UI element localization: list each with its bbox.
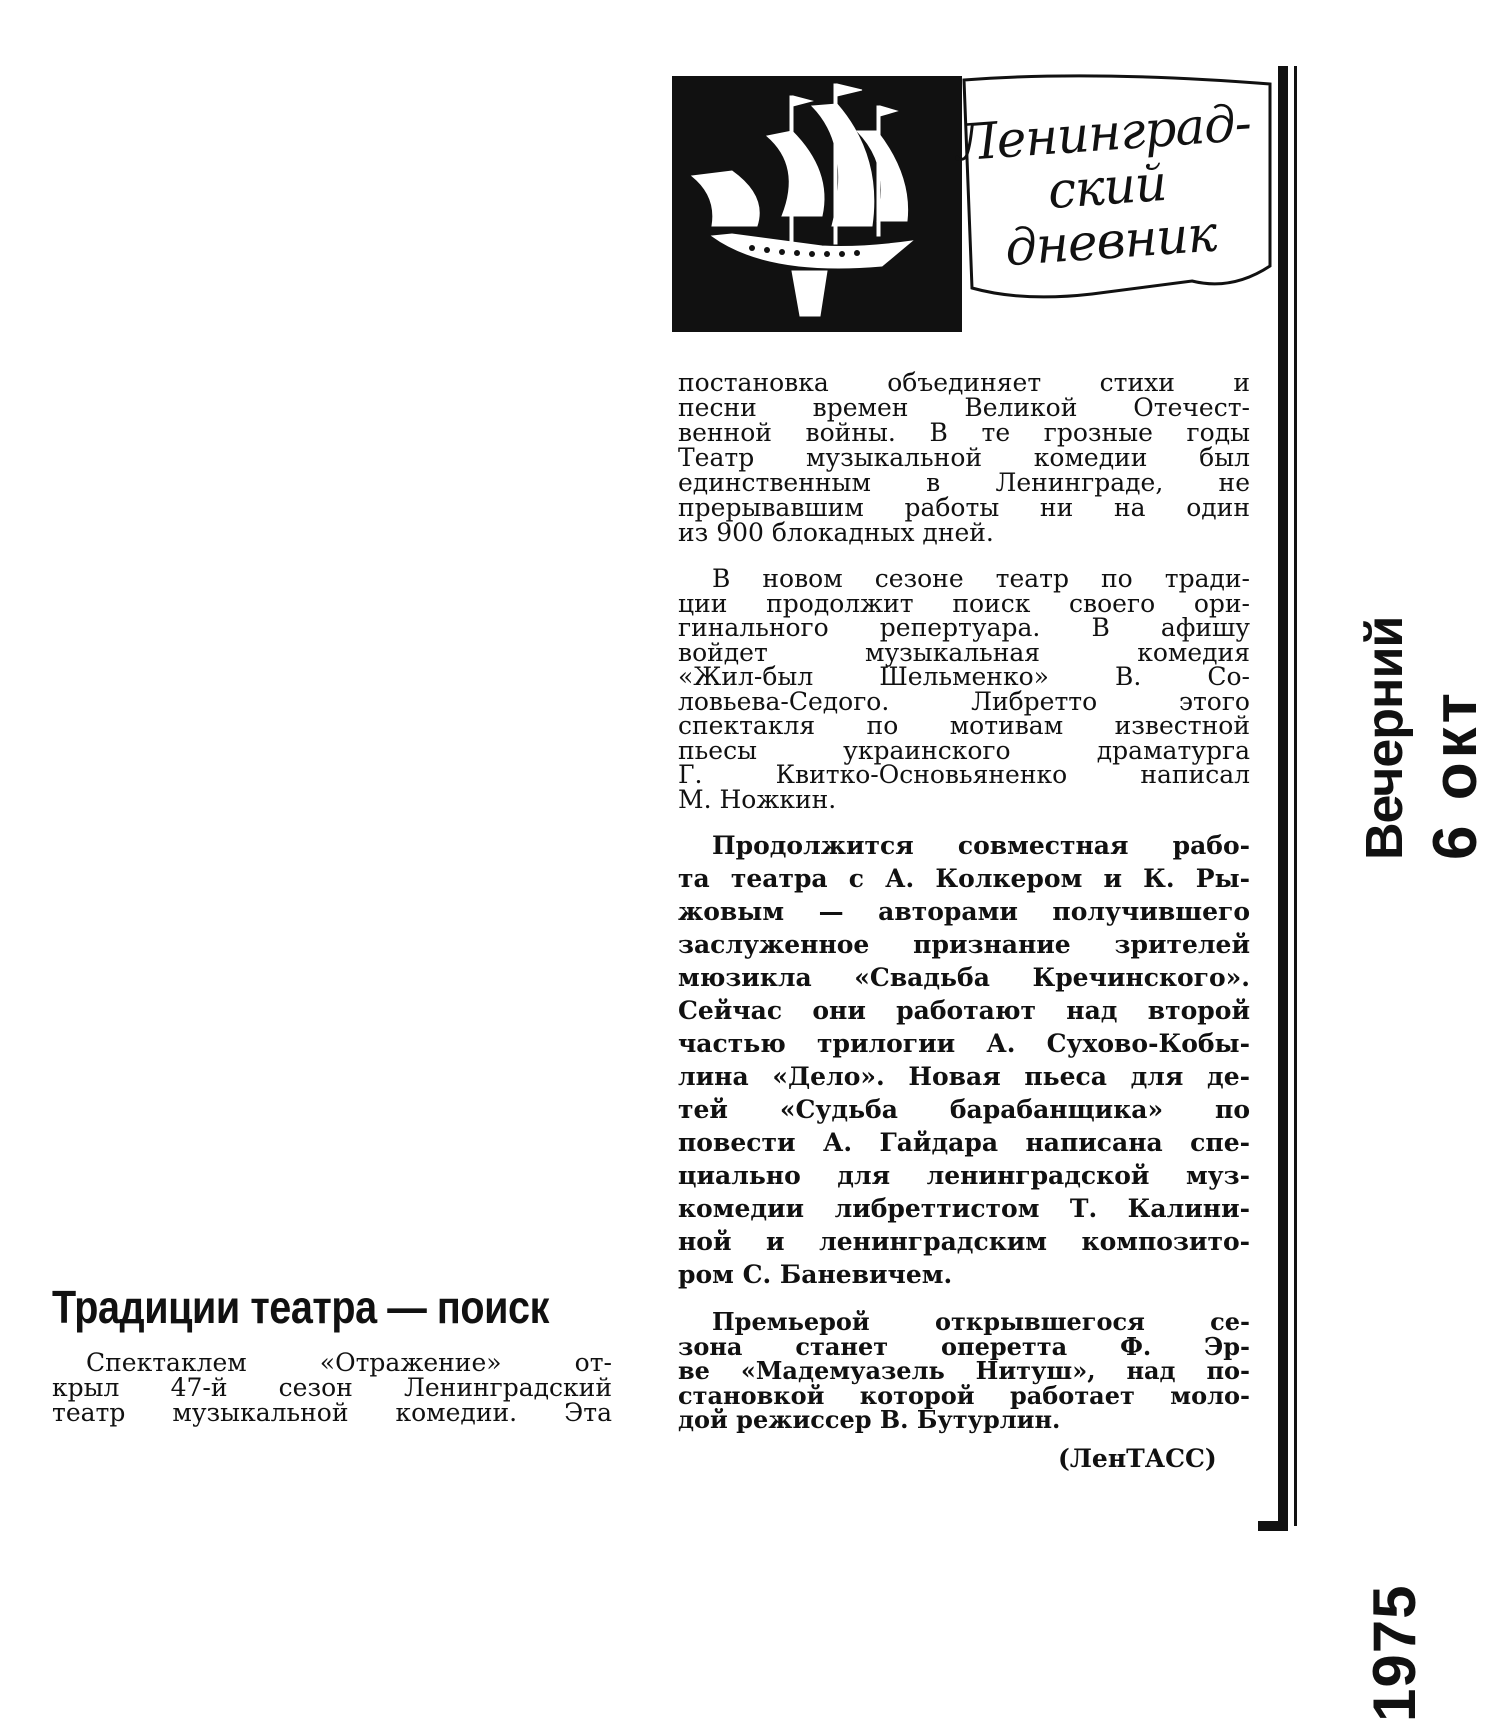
article-lead: [52, 1350, 612, 1425]
news-agency-credit: (ЛенТАСС): [1058, 1444, 1217, 1473]
issue-day-stamp: 6 окт: [1421, 689, 1490, 860]
text-line: заслуженное признание зрителей: [678, 930, 1250, 959]
text-line: зона станет оперетта Ф. Эр-: [678, 1331, 1250, 1361]
paragraph-1: [678, 370, 1250, 545]
text-line: дой режиссер В. Бутурлин.: [678, 1405, 1061, 1435]
text-line: М. Ножкин.: [678, 784, 837, 814]
text-line: пьесы украинского драматурга: [678, 735, 1250, 765]
text-line: мюзикла «Свадьба Кречинского».: [678, 963, 1250, 992]
text-line: из 900 блокадных дней.: [678, 518, 994, 547]
text-line: единственным в Ленинграде, не: [678, 468, 1250, 497]
text-line: ве «Мадемуазель Нитуш», над по-: [678, 1356, 1250, 1386]
text-line: ной и ленинградским композито-: [678, 1227, 1250, 1256]
paragraph-2: [678, 564, 1250, 814]
rubric-title-line: ский: [1045, 153, 1169, 221]
text-line: Театр музыкальной комедии был: [678, 443, 1250, 472]
text-line: театр музыкальной комедии. Эта: [52, 1398, 612, 1427]
text-line: Сейчас они работают над второй: [678, 996, 1250, 1025]
rubric-title-line: Ленинград-: [954, 93, 1253, 173]
text-line: становкой которой работает моло-: [678, 1380, 1250, 1410]
text-line: гинального репертуара. В афишу: [678, 613, 1250, 642]
text-line: венной войны. В те грозные годы: [678, 418, 1250, 447]
text-line: лина «Дело». Новая пьеса для де-: [678, 1062, 1250, 1091]
text-line: Премьерой открывшегося се-: [712, 1307, 1250, 1336]
text-line: та театра с А. Колкером и К. Ры-: [678, 864, 1250, 893]
rubric-title: [952, 93, 1263, 279]
text-line: войдет музыкальная комедия: [678, 637, 1250, 667]
text-line: «Жил-был Шельменко» В. Со-: [678, 662, 1250, 691]
column-rule-foot: [1258, 1521, 1288, 1531]
text-line: частью трилогии А. Сухово-Кобы-: [678, 1029, 1250, 1058]
text-line: ром С. Баневичем.: [678, 1260, 953, 1289]
text-line: Продолжится совместная рабо-: [712, 831, 1250, 860]
text-line: В новом сезоне театр по тради-: [712, 564, 1250, 593]
text-line: Г. Квитко-Основьяненко написал: [678, 760, 1250, 789]
text-line: песни времен Великой Отечест-: [678, 393, 1250, 422]
column-rule-thick: [1278, 66, 1288, 1526]
text-line: жовым — авторами получившего: [678, 897, 1250, 926]
paragraph-4: [678, 1307, 1250, 1435]
text-line: повести А. Гайдара написана спе-: [678, 1128, 1250, 1157]
issue-year-stamp: 1975: [1361, 1584, 1428, 1722]
text-line: ции продолжит поиск своего ори-: [678, 588, 1250, 618]
paragraph-3: [678, 829, 1250, 1291]
text-line: комедии либреттистом Т. Калини-: [678, 1194, 1250, 1223]
publication-stamp: Вечерний: [1356, 616, 1414, 860]
article-headline: Традиции театра — поиск: [52, 1281, 549, 1333]
text-line: крыл 47-й сезон Ленинградский: [52, 1373, 612, 1402]
text-line: ловьева-Седого. Либретто этого: [678, 686, 1250, 716]
text-line: Спектаклем «Отражение» от-: [86, 1348, 612, 1377]
text-line: прерывавшим работы ни на один: [678, 493, 1250, 522]
text-line: тей «Судьба барабанщика» по: [678, 1095, 1250, 1124]
rubric-masthead: [672, 76, 1272, 332]
text-line: постановка объединяет стихи и: [678, 368, 1250, 397]
rubric-title-line: дневник: [1003, 204, 1219, 278]
column-rule-thin: [1294, 66, 1297, 1526]
text-line: циально для ленинградской муз-: [678, 1161, 1250, 1190]
text-line: спектакля по мотивам известной: [678, 711, 1250, 740]
